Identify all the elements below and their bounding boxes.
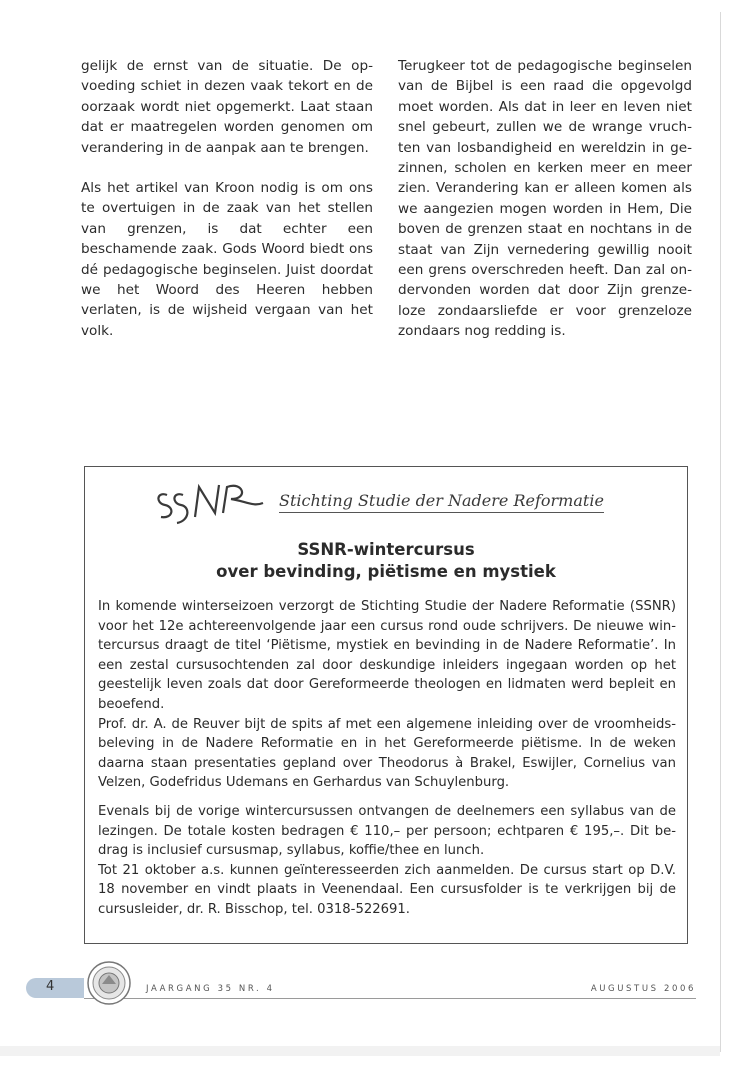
- paragraph: Als het artikel van Kroon nodig is om ons te overtuigen in de zaak van het stellen van grenzen, is dat echter een beschamende zaak. Gods Woord biedt ons dé pedagogische beginselen. Juist doordat we het Woord des Heeren hebben verlaten, is de wijsheid vergaan van het volk.: [81, 180, 373, 339]
- journal-issue: JAARGANG 35 NR. 4: [146, 984, 275, 994]
- page-number: 4: [46, 979, 55, 994]
- issue-date: AUGUSTUS 2006: [590, 984, 696, 994]
- advert-header: [149, 477, 629, 527]
- foundation-name: Stichting Studie der Nadere Reformatie: [279, 491, 604, 513]
- paragraph: Terugkeer tot de pedagogische beginselen van de Bijbel is een raad die opgevolgd moet worden. Als dat in leer en leven niet snel gebeurt, zullen we de wrange vruchten van losbandigheid en wereldzin in gezinnen, scholen en kerken meer en meer zien. Verandering kan er alleen komen als we aangezien mogen worden in Hem, Die boven de grenzen staat en nochtans in de staat van Zijn vernedering gewillig nooit een grens overschreden heeft. Dan zal ondervonden worden dat door Zijn grenzeloze zondaarsliefde er voor grenzeloze zondaars nog redding is.: [398, 58, 692, 340]
- advert-paragraph: Evenals bij de vorige wintercursussen ontvangen de deelnemers een syllabus van de lezingen. De totale kosten bedragen € 110,– per persoon; echtparen € 195,–. Dit bedrag is inclusief cursusmap, syllabus, koffie/thee en lunch.: [98, 803, 676, 859]
- advert-title-line1: SSNR-wintercursus: [297, 540, 475, 559]
- footer-rule: [84, 998, 696, 999]
- page-edge-rule: [720, 12, 721, 1052]
- advert-paragraph: In komende winterseizoen verzorgt de Stichting Studie der Nadere Reformatie (SSNR) voor het 12e achtereenvolgende jaar een cursus rond oude schrijvers. De nieuwe wintercursus draagt de titel ‘Piëtisme, mystiek en bevinding in de Nadere Reformatie’. In een zestal cursusochtenden zal door deskundige inleiders ingegaan worden op het geestelijk leven zoals dat door Gereformeerde theologen en lidmaten werd bepleit en beoefend.: [98, 599, 676, 712]
- advert-paragraph: Prof. dr. A. de Reuver bijt de spits af met een algemene inleiding over de vroomheidsbeleving in de Nadere Reformatie en in het Gereformeerde piëtisme. In de weken daarna staan presentaties gepland over Theodorus à Brakel, Eswijler, Cornelius van Velzen, Godefridus Udemans en Gerhardus van Schuylenburg.: [98, 716, 676, 791]
- page-number-badge: [26, 978, 84, 998]
- advertisement-box: [84, 466, 688, 944]
- advert-title: [85, 539, 687, 583]
- ssnr-monogram-icon: [149, 477, 273, 527]
- advert-paragraph: Tot 21 oktober a.s. kunnen geïnteresseerden zich aanmelden. De cursus start op D.V. 18 november en vindt plaats in Veenendaal. Een cursusfolder is te verkrijgen bij de cursusleider, dr. R. Bisschop, tel. 0318-522691.: [98, 862, 676, 917]
- paragraph: gelijk de ernst van de situatie. De opvoeding schiet in dezen vaak tekort en de oorzaak wordt niet opgemerkt. Laat staan dat er maatregelen worden genomen om verandering in de aanpak aan te brengen.: [81, 58, 373, 156]
- page-bottom-shade: [0, 1046, 720, 1056]
- article-column-right: [398, 56, 692, 362]
- advert-body: [98, 597, 676, 920]
- journal-seal-icon: [86, 960, 132, 1006]
- article-column-left: [81, 56, 373, 361]
- advert-title-line2: over bevinding, piëtisme en mystiek: [216, 562, 556, 581]
- ssnr-logo: [149, 477, 273, 538]
